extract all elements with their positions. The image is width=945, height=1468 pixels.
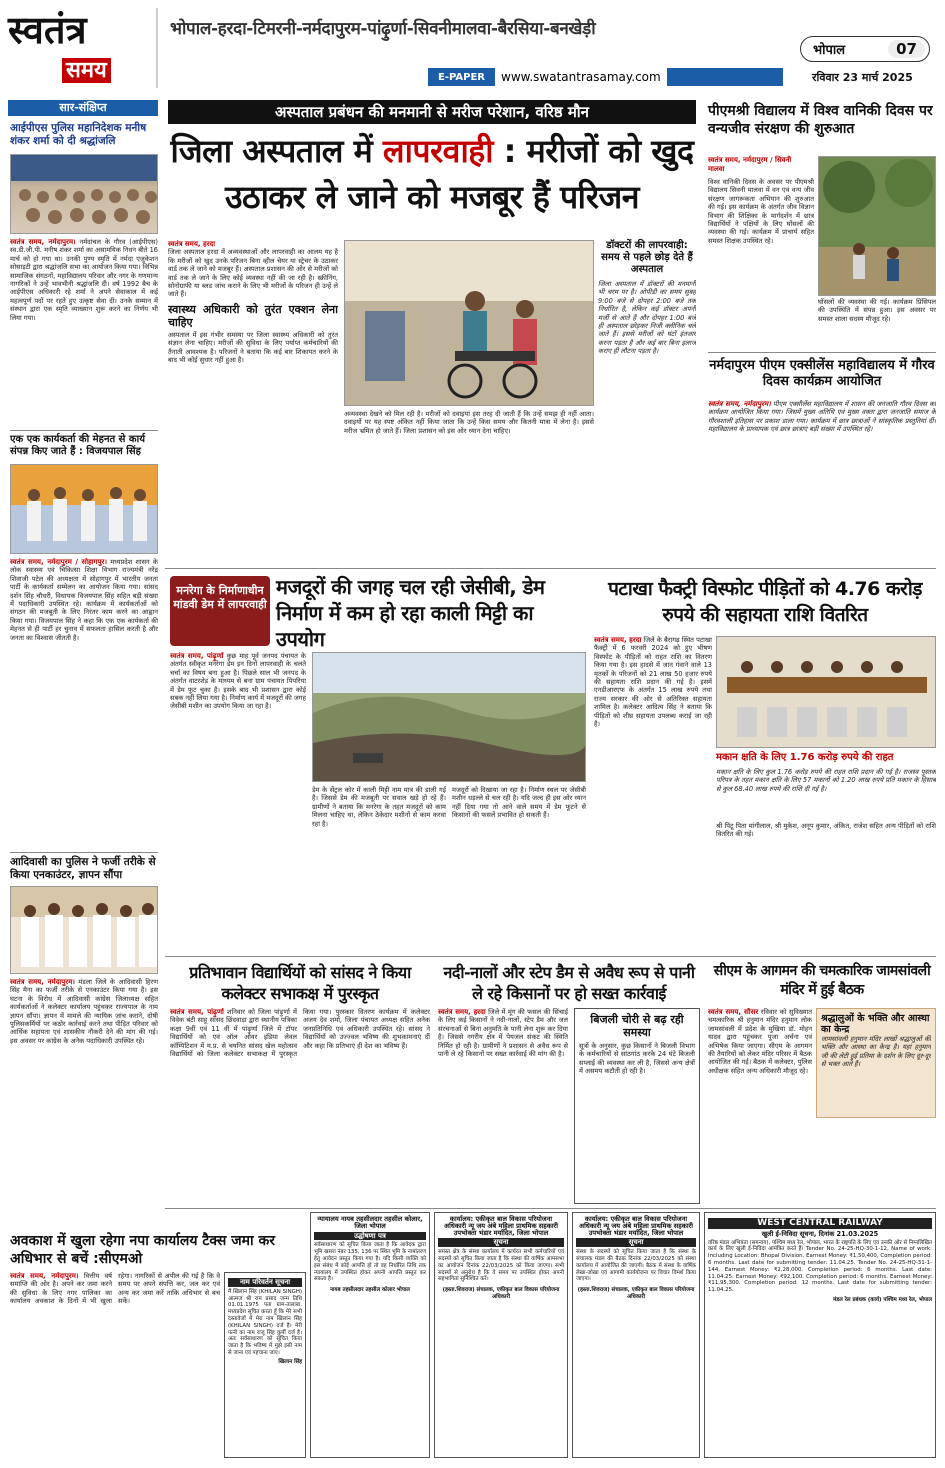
railway-tender-notice: WEST CENTRAL RAILWAY खुली ई-निविदा सूचना, दिनांक 21.03.2025 वरिष्ठ मंडल अभियंता (समन्वय), पश्चिम मध्य रेल, भोपाल, भारत के राष्ट्रपति के लिए एवं उनकी ओर से निम्नलिखित कार्य के लिए खुली ई-निविदा आमंत्रित करते हैं। Tender No. 24-25-HQ-30-1-12, Name of work: Including Location: Bhopal Division. Earnest Money: ₹1,50,400, Completion period: 6 months. Last date for submitting tender: 11.04.25. Tender No. 24-25-HQ-31-1-144, Earnest Money: ₹2,28,000. Completion period: 6 months. Last date: 11.04.25. Earnest Money: ₹92,100. Completion period: 6 months. Earnest Money: ₹11,95,300. Completion period: 12 months. Last date for submitting tender: 11.04.25. मंडल रेल प्रबंधक (कार्य) पश्चिम मध्य रेल, भोपाल: [704, 1212, 936, 1458]
right-top-photo: [818, 156, 936, 296]
epaper-label: E-PAPER: [438, 71, 485, 83]
event-stage-photo-icon: [11, 465, 158, 554]
firecracker-names: श्री पिंटू पिता मांगीलाल, श्री मुकेश, अनूप कुमार, अंकित, राजेश सहित अन्य पीड़ितों को राशि वितरित की गई।: [716, 822, 936, 839]
right-top-headline2[interactable]: नर्मदापुरम पीएम एक्सीलेंस महाविद्यालय में गौरव दिवस कार्यक्रम आयोजित: [709, 358, 935, 389]
dam-story-col2: डेम के सेंट्रल कोर में काली मिट्टी नाम मात्र की डाली गई है। जिससे डेम की मजबूती पर सवाल खड़े हो रहे हैं। ग्रामीणों ने बताया कि मनरेगा के तहत मजदूरों को काम मिलना चाहिए था, लेकिन ठेकेदार मशीनों से काम करवा रहा है।: [312, 786, 446, 828]
bottom-left-headline[interactable]: अवकाश में खुला रहेगा नपा कार्यालय टैक्स जमा कर अधिभार से बचें :सीएमओ: [10, 1233, 275, 1267]
left-story3-headline[interactable]: आदिवासी का पुलिस ने फर्जी तरीके से किया एनकाउंटर, ज्ञापन सौंपा: [10, 856, 156, 881]
firecracker-subbody: मकान क्षति के लिए कुल 1.76 करोड़ रुपये की राहत राशि प्रदान की गई है। राजस्व पुस्तक परिपत्र के तहत मकान क्षति के लिए 57 मकानों को 1.20 लाख रुपये प्रति मकान के हिसाब से कुल 68.40 लाख रुपये की राशि दी गई है।: [716, 768, 936, 793]
top-story-photo: [344, 240, 594, 406]
edition-box: [800, 36, 930, 62]
cooperative-notice-1: कार्यालय: एकीकृत बाल विकास परियोजना अधिकारी न्यू जय अंबे महिला प्राथमिक सहकारी उपभोक्ता भंडार मर्यादित, जिला भोपाल सूचना समस्त क्षेत्र के संस्था कार्यालय में कार्यरत सभी कर्मचारियों एवं सदस्यों को सूचित किया जाता है कि संस्था की वार्षिक आमसभा का आयोजन दिनांक 22/03/2025 को किया जाएगा। सभी सदस्यों से अनुरोध है कि वे समय पर उपस्थित होकर अपनी सहभागिता सुनिश्चित करें। (हस्ता.शिवराज) संचालक, एकीकृत बाल विकास परियोजना अधिकारी: [434, 1212, 568, 1458]
top-story-subhead: स्वास्थ्य अधिकारी को तुरंत एक्शन लेना चाहिए: [168, 302, 338, 329]
dam-story-col3: मजदूरों को दिखाया जा रहा है। निर्माण स्थल पर जेसीबी मशीन धड़ल्ले से चल रही है। यदि जल्द ही इस ओर ध्यान नहीं दिया गया तो आने वाले समय में डेम फूटने से किसानों की फसलें प्रभावित हो सकती हैं।: [452, 786, 586, 820]
top-story-col1: स्वतंत्र समय, हरदा जिला अस्पताल हरदा में अव्यवस्थाओं और लापरवाही का आलम यह है कि मरीजों को खुद उनके परिजन बिना व्हील चेयर या स्ट्रेचर के उठाकर वार्ड तक ले जाने को मजबूर हैं। अस्पताल प्रशासन की ओर से मरीजों को वार्ड तक ले जाने के लिए कोई व्यवस्था नहीं की जा रही है। स्क्रीनिंग, सोनोग्राफी या ब्लड जांच कराने के लिए भी मरीजों के परिजन ही उन्हें ले जाते हैं। स्वास्थ्य अधिकारी को तुरंत एक्शन लेना चाहिए अस्पताल में इस गंभीर समस्या पर जिला स्वास्थ्य अधिकारी को तुरंत संज्ञान लेना चाहिए। मरीजों की सुविधा के लिए पर्याप्त कर्मचारियों की तैनाती आवश्यक है। परिजनों ने बताया कि कई बार शिकायत करने के बाद भी कोई सुधार नहीं हुआ है।: [168, 240, 338, 365]
firecracker-body: स्वतंत्र समय, हरदा जिले के बैरागढ़ स्थित पटाखा फैक्ट्री में 6 फरवरी 2024 को हुए भीषण विस्फोट के पीड़ितों को राहत राशि का वितरण किया गया है। इस हादसे में जान गंवाने वाले 13 मृतकों के परिजनों को 21 लाख 50 हजार रुपये की सहायता राशि प्रदान की गई है। इसमें एनडीआरएफ के अंतर्गत 15 लाख रुपये तथा राज्य सरकार की ओर से अतिरिक्त सहायता शामिल है। कलेक्टर आदित्य सिंह ने बताया कि पीड़ितों को शीघ्र सहायता उपलब्ध कराई जा रही है।: [594, 636, 712, 729]
website-link[interactable]: www.swatantrasamay.com: [495, 68, 667, 86]
left-story1-headline[interactable]: आईपीएस पुलिस महानिदेशक मनीष शंकर शर्मा को दी श्रद्धांजलि: [10, 122, 147, 147]
water-theft-headline[interactable]: नदी-नालों और स्टेप डैम से अवैध रूप से पानी ले रहे किसानों पर हो सख्त कार्रवाई: [443, 963, 695, 1003]
left-story3-photo: [10, 886, 158, 974]
top-story-callout: डॉक्टरों की लापरवाही: समय से पहले छोड़ देते हैं अस्पताल जिला अस्पताल में डॉक्टरों की मनमानी भी चरम पर है। ओपीडी का समय सुबह 9:00 बजे से दोपहर 2:00 बजे तक निर्धारित है, लेकिन कई डॉक्टर अपनी मर्जी से आते हैं और दोपहर 1:00 बजे ही अस्पताल छोड़कर निजी क्लीनिक चले जाते हैं। इससे मरीजों को घंटों इंतजार करना पड़ता है और कई बार बिना इलाज कराए ही लौटना पड़ता है।: [598, 240, 696, 565]
right-top-body2: स्वतंत्र समय, नर्मदापुरम। पीएम एक्सीलेंस महाविद्यालय में शासन की जनजाति गौरव दिवस का कार्यक्रम आयोजित किया गया। जिसमें मुख्य अतिथि एवं मुख्य वक्ता द्वारा जनजाति समाज के गौरवशाली इतिहास पर प्रकाश डाला गया। कार्यक्रम में छात्र छात्राओं ने सांस्कृतिक प्रस्तुतियां दीं। महाविद्यालय के प्राध्यापक एवं छात्र छात्राएं बड़ी संख्या में उपस्थित रहे।: [708, 400, 936, 434]
top-story-kicker: अस्पताल प्रबंधन की मनमानी से मरीज परेशान, वरिष्ठ मौन: [168, 100, 696, 124]
bottom-left-body: स्वतंत्र समय, नर्मदापुरम। वित्तीय वर्ष समाप्ति की ओर है। अपने कर जमा करने की सुविधा के लिए नगर पालिका का कार्यालय अवकाश के दिनों में भी खुला रहेगा। नागरिकों से अपील की गई है कि वे समय पर अपने संपत्ति कर, जल कर एवं अन्य कर जमा करें ताकि अधिभार से बच सकें।: [10, 1272, 220, 1306]
memorandum-photo-icon: [11, 887, 158, 974]
dam-story-col1: स्वतंत्र समय, पांढ़ुर्णा कुछ माह पूर्व जनपद पंचायत के अंतर्गत स्वीकृत मनरेगा डेम इन दिनों लापरवाही के चलते चर्चा का विषय बना हुआ है। पिछले साल भी जनपद के अंतर्गत वाटरशेड के माध्यम से बना ग्राम पंचायत पिपरिया में डेम फूट चुका है। इसके बाद भी प्रशासन द्वारा कोई सबक नहीं लिया गया है। निर्माण कार्य में मजदूरों की जगह जेसीबी मशीन का उपयोग किया जा रहा है।: [170, 652, 306, 711]
dam-story-photo: [312, 652, 586, 782]
tehsildar-notice: न्यायालय नायब तहसीलदार तहसील कोलार, जिला भोपाल उद्घोषणा पत्र सर्वसाधारण को सूचित किया जाता है कि आवेदक द्वारा भूमि खसरा नंबर 135, 136 पर स्थित भूमि के नामांतरण हेतु आवेदन प्रस्तुत किया गया है। यदि किसी व्यक्ति को इस संबंध में कोई आपत्ति हो तो वह निर्धारित तिथि तक न्यायालय में उपस्थित होकर अपनी आपत्ति प्रस्तुत कर सकता है। नायब तहसीलदार तहसील कोलार भोपाल: [310, 1212, 430, 1458]
right-top-byline: स्वतंत्र समय, नर्मदापुरम / सिवनी मालवा: [708, 156, 792, 173]
cm-temple-body: स्वतंत्र समय, सौसर रविवार को सुविख्यात चमत्कारिक श्री हनुमान मंदिर हनुमान लोक जामसांवली में प्रदेश के मुखिया डॉ. मोहन यादव द्वारा पहुंचकर पूजा अर्चना एवं अभिषेक किया जाएगा। सीएम के आगमन की तैयारियों को लेकर मंदिर परिसर में बैठक आयोजित की गई। बैठक में कलेक्टर, पुलिस अधीक्षक सहित अन्य अधिकारी मौजूद रहे।: [708, 1008, 812, 1075]
audience-photo-icon: [11, 155, 158, 234]
section-banner: सार-संक्षिप्त: [8, 100, 158, 116]
firecracker-photo: [716, 636, 936, 748]
left-story2-photo: [10, 464, 158, 554]
left-story2-body: स्वतंत्र समय, नर्मदापुरम / सोहागपुर। मध्यप्रदेश शासन के लोक स्वास्थ्य एवं चिकित्सा शिक्षा विभाग राज्यमंत्री नरेंद्र शिवाजी पटेल की अध्यक्षता में सोहागपुर में भारतीय जनता पार्टी के कार्यकर्ता सम्मेलन का आयोजन किया गया। सांसद दर्शन सिंह चौधरी, विधायक विजयपाल सिंह सहित बड़ी संख्या में पदाधिकारी उपस्थित रहे। कार्यक्रम में कार्यकर्ताओं को संगठन की मजबूती के लिए निरंतर काम करने का आह्वान किया गया। विजयपाल सिंह ने कहा कि एक एक कार्यकर्ता की मेहनत से ही पार्टी हर चुनाव में सफलता हासिल करती है और जनता का विश्वास जीतती है।: [10, 558, 158, 642]
newspaper-logo[interactable]: [8, 8, 158, 88]
page-number: 07: [888, 40, 925, 58]
left-story3-body: स्वतंत्र समय, नर्मदापुरम। मंडला जिले के आदिवासी हिरण सिंह मैना का फर्जी तरीके से एनकाउंटर किया गया है। इस घटना के विरोध में आदिवासी कांग्रेस जिलाध्यक्ष सहित कार्यकर्ताओं ने कलेक्टर कार्यालय पहुंचकर राज्यपाल के नाम ज्ञापन सौंपा। ज्ञापन में मामले की न्यायिक जांच कराने, दोषी पुलिसकर्मियों पर कठोर कार्रवाई करने तथा पीड़ित परिवार को आर्थिक सहायता एवं शासकीय नौकरी देने की मांग की गई। इस अवसर पर कांग्रेस के अनेक पदाधिकारी उपस्थित रहे।: [10, 978, 158, 1045]
masthead: [0, 0, 945, 95]
electricity-theft-box: बिजली चोरी से बढ़ रही समस्या सूत्रों के अनुसार, कुछ किसानों ने बिजली विभाग के कर्मचारियों से सांठगांठ करके 24 घंटे बिजली सप्लाई की व्यवस्था कर ली है, जिससे अन्य क्षेत्रों में असमय कटौती हो रही है।: [574, 1008, 700, 1204]
logo-main-text: स्वतंत्र: [8, 7, 87, 52]
forest-photo-icon: [819, 157, 936, 296]
student-award-body: स्वतंत्र समय, पांढ़ुर्णा शनिवार को जिला पांढ़ुर्णा में विवेक बंटी साहू सांसद छिंदवाड़ा द्वारा स्थानीय पत्रिका कक्षा 9वीं एवं 11 वीं में पांढ़ुर्णा जिले में टॉपर विद्यार्थियों को एवं ऑल ओवर इंडिया लेवल कॉम्पिटिशन में म.प्र. से चयनित सांसद खेल महोत्सव विद्यार्थियों को जिला कलेक्टर सभाकक्ष में पुरस्कृत किया गया। पुरस्कार वितरण कार्यक्रम में कलेक्टर अजय देव शर्मा, जिला पंचायत अध्यक्ष सहित अनेक जनप्रतिनिधि एवं अधिकारी उपस्थित रहे। सांसद ने विद्यार्थियों को उज्ज्वल भविष्य की शुभकामनाएं दीं और कहा कि प्रतिभाएं ही देश का भविष्य हैं।: [170, 1008, 430, 1059]
left-story2-headline[interactable]: एक एक कार्यकर्ता की मेहनत से कार्य संपन्न किए जाते हैं : विजयपाल सिंह: [10, 434, 145, 457]
firecracker-headline[interactable]: पटाखा फैक्ट्री विस्फोट पीड़ितों को 4.76 करोड़ रुपये की सहायता राशि वितरित: [608, 578, 922, 626]
water-theft-body: स्वतंत्र समय, हरदा जिले में मूंग की फसल की सिंचाई के लिए कई किसानों ने नदी-नालों, स्टेप डैम और जल संरचनाओं से बिना अनुमति के पानी लेना शुरू कर दिया है। जिससे नगरीय क्षेत्र में पेयजल संकट की स्थिति निर्मित हो रही है। ग्रामीणों ने प्रशासन से अवैध रूप से पानी ले रहे किसानों पर सख्त कार्रवाई की मांग की है।: [438, 1008, 568, 1059]
top-story-col2: अव्यवस्था देखने को मिल रही है। मरीजों को दवाइयां इस तरह दी जाती हैं कि उन्हें समझ ही नहीं आता। दवाइयों पर यह स्पष्ट अंकित नहीं किया जाता कि उन्हें किस समय और कितनी मात्रा में लेना है। इससे मरीज भ्रमित हो जाते हैं। जिला प्रशासन को इस ओर ध्यान देना चाहिए।: [344, 410, 594, 435]
meeting-hall-photo-icon: [717, 637, 936, 748]
railway-header: WEST CENTRAL RAILWAY: [708, 1218, 932, 1229]
cm-temple-quote: श्रद्धालुओं के भक्ति और आस्था का केन्द्र जामसांवली हनुमान मंदिर लाखों श्रद्धालुओं की भक्ति और आस्था का केन्द्र है। यहां हनुमान जी की लेटी हुई प्रतिमा के दर्शन के लिए दूर-दूर से भक्त आते हैं।: [816, 1008, 936, 1118]
left-story1-photo: [10, 154, 158, 234]
name-change-notice: नाम परिवर्तन सूचना मैं खिलान सिंह (KHILAN SINGH) आत्मज श्री राम प्रसाद जन्म तिथि 01.01.1975 पता ग्राम-तालाबा, मध्यप्रदेश सूचित करता हूँ कि मेरे सभी दस्तावेजों में मेरा नाम खिलान सिंह (KHILAN SINGH) दर्ज है। मेरी पत्नी का नाम राजू सिंह कुर्मी दर्ज है। अतः सर्वसाधारण को सूचित किया जाता है कि भविष्य में मुझे इसी नाम से जाना एवं पहचाना जाए। खिलान सिंह: [224, 1272, 306, 1458]
dam-story-headline[interactable]: मजदूरों की जगह चल रही जेसीबी, डेम निर्माण में कम हो रहा काली मिट्टी का उपयोग: [276, 575, 545, 651]
edition-city: भोपाल: [813, 43, 846, 58]
student-award-headline[interactable]: प्रतिभावान विद्यार्थियों को सांसद ने किया कलेक्टर सभाकक्ष में पुरस्कृत: [189, 963, 411, 1003]
dateline: रविवार 23 मार्च 2025: [812, 71, 913, 84]
cm-temple-headline[interactable]: सीएम के आगमन की चमत्कारिक जामसांवली मंदिर में हुई बैठक: [713, 963, 931, 998]
right-top-caption: घोंसलों की व्यवस्था की गई। कार्यक्रम प्रिंसिपल की उपस्थिति में संपन्न हुआ। इस अवसर पर समस्त शाला सदस्य मौजूद रहे।: [818, 298, 936, 323]
left-story1-body: स्वतंत्र समय, नर्मदापुरम। नर्मदांचल के गौरव (आईपीएस) स्व.डी.जी.पी. मनीष शंकर शर्मा का असामयिक निधन बीते 16 मार्च को हो गया था। उनकी पुण्य स्मृति में नर्मदा एजुकेशन सोसाइटी द्वारा श्रद्धांजलि सभा का आयोजन किया गया। विभिन्न सामाजिक संगठनों, महाविद्यालय परिवार और नगर के गणमान्य नागरिकों ने उन्हें भावभीनी श्रद्धांजलि दी। वर्ष 1992 बैच के आईपीएस अधिकारी रहे शर्मा ने अपने सेवाकाल में कई महत्वपूर्ण पदों पर रहते हुए उत्कृष्ट सेवा दी। उनके सम्मान में संस्थान द्वारा एक स्मृति व्याख्यान शुरू करने का निर्णय भी लिया गया।: [10, 238, 158, 322]
top-story-headline[interactable]: जिला अस्पताल में लापरवाही : मरीजों को खुद उठाकर ले जाने को मजबूर हैं परिजन: [170, 132, 694, 216]
right-top-body: विश्व वानिकी दिवस के अवसर पर पीएमश्री विद्यालय सिवनी मालवा में वन एवं वन्य जीव संरक्षण जागरूकता अभियान की शुरुआत की गई। इस कार्यक्रम के अंतर्गत जीव विज्ञान विभाग की शिक्षिका के मार्गदर्शन में छात्र विद्यार्थियों ने पक्षियों के लिए घोंसलों की व्यवस्था की गई। कार्यक्रम में प्राचार्य सहित समस्त शिक्षक उपस्थित रहे।: [708, 178, 814, 245]
logo-sub-text: समय: [56, 54, 111, 84]
hospital-wheelchair-photo-icon: [345, 241, 594, 406]
cooperative-notice-2: कार्यालय: एकीकृत बाल विकास परियोजना अधिकारी न्यू जय अंबे महिला प्राथमिक सहकारी उपभोक्ता भंडार मर्यादित, जिला भोपाल सूचना संस्था के सदस्यों को सूचित किया जाता है कि संस्था के संचालक मंडल की बैठक दिनांक 22/03/2025 को संस्था कार्यालय में आयोजित की जाएगी। बैठक में संस्था के वार्षिक लेखा-जोखा एवं आगामी कार्ययोजना पर विचार विमर्श किया जाएगा। (हस्ता.शिवराज) संचालक, एकीकृत बाल विकास परियोजना अधिकारी: [572, 1212, 700, 1458]
right-top-headline[interactable]: पीएमश्री विद्यालय में विश्व वानिकी दिवस पर वन्यजीव संरक्षण की शुरुआत: [708, 103, 933, 137]
edition-cities: भोपाल-हरदा-टिमरनी-नर्मदापुरम-पांढ़ुर्णा-सिवनीमालवा-बैरसिया-बनखेड़ी: [170, 19, 596, 39]
dam-construction-photo-icon: [313, 653, 586, 782]
firecracker-subhead: मकान क्षति के लिए 1.76 करोड़ रुपये की राहत: [716, 752, 894, 763]
dam-story-tag: मनरेगा के निर्माणाधीन मांडवी डेम में लापरवाही: [170, 576, 270, 646]
epaper-bar: [428, 68, 783, 86]
